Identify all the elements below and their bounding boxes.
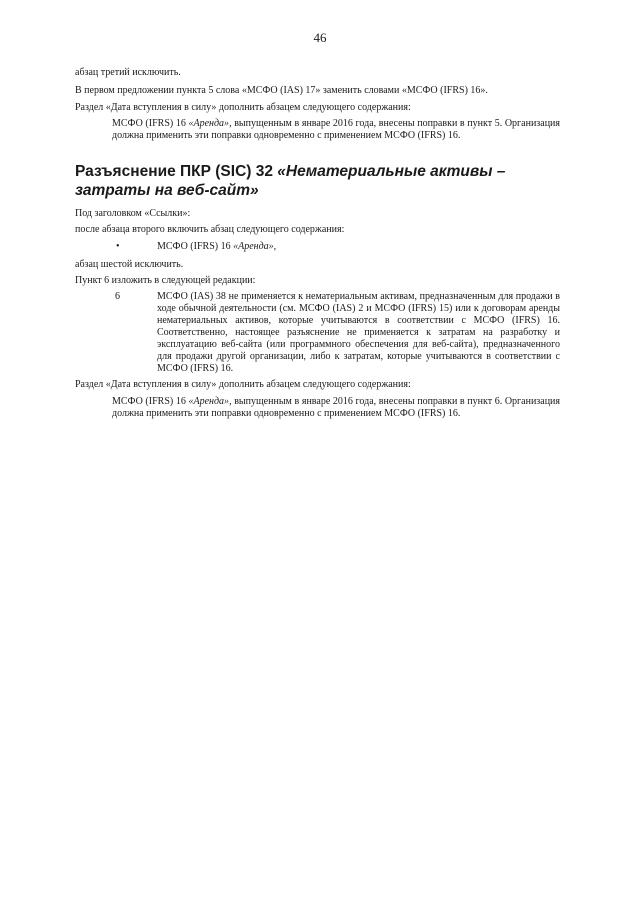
- amendment-1-start: МСФО (IFRS) 16: [112, 118, 189, 129]
- paragraph-insert-after: после абзаца второго включить абзац следующего содержания:: [75, 224, 345, 235]
- paragraph-effective-date-2: Раздел «Дата вступления в силу» дополнить абзацем следующего содержания:: [75, 379, 411, 390]
- paragraph-punkt-5: В первом предложении пункта 5 слова «МСФО (IAS) 17» заменить словами «МСФО (IFRS) 16».: [75, 85, 488, 96]
- bullet-start: МСФО (IFRS) 16: [157, 241, 234, 252]
- bullet-icon: •: [116, 241, 120, 252]
- paragraph-effective-date-1: Раздел «Дата вступления в силу» дополнить абзацем следующего содержания:: [75, 102, 411, 113]
- amendment-2-italic: «Аренда»: [188, 396, 230, 407]
- amendment-2-start: МСФО (IFRS) 16: [112, 396, 189, 407]
- paragraph-abzac-shestoy: абзац шестой исключить.: [75, 259, 184, 270]
- quoted-amendment-1: [112, 118, 560, 142]
- amendment-2-end: , выпущенным в январе 2016 года, внесены поправки в пункт 6. Организация должна применить эти поправки одновременно с применением МСФО (IFRS) 16.: [112, 396, 560, 419]
- paragraph-punkt-6: Пункт 6 изложить в следующей редакции:: [75, 275, 256, 286]
- heading-italic: «Нематериальные активы – затраты на веб-сайт»: [75, 163, 506, 199]
- bullet-end: ,: [273, 241, 277, 252]
- item-6-text: МСФО (IAS) 38 не применяется к нематериальным активам, предназначенным для продажи в ходе обычной деятельности (см. МСФО (IAS) 2 и МСФО (IFRS) 15) или к договорам аренды нематериальных активов, которые учитываются в соответствии с МСФО (IFRS) 16. Соответственно, настоящее разъяснение не применяется к затратам на разработку и эксплуатацию веб-сайта (или программного обеспечения для веб-сайта), предназначенного для продажи другой организации, либо к затратам, которые учитываются в соответствии с МСФО (IFRS) 16.: [157, 291, 560, 374]
- bullet-italic: «Аренда»: [233, 241, 274, 252]
- quoted-amendment-2: [112, 396, 560, 420]
- page-number: 46: [313, 30, 327, 45]
- item-number: 6: [115, 291, 120, 302]
- paragraph-abzac-tretiy: абзац третий исключить.: [75, 67, 181, 78]
- bullet-item: [157, 241, 276, 253]
- paragraph-links-heading: Под заголовком «Ссылки»:: [75, 208, 191, 219]
- amendment-1-end: , выпущенным в январе 2016 года, внесены поправки в пункт 5. Организация должна применить эти поправки одновременно с применением МСФО (IFRS) 16.: [112, 118, 560, 141]
- heading-plain: Разъяснение ПКР (SIC) 32: [75, 163, 278, 180]
- section-heading: [75, 162, 575, 200]
- amendment-1-italic: «Аренда»: [188, 118, 230, 129]
